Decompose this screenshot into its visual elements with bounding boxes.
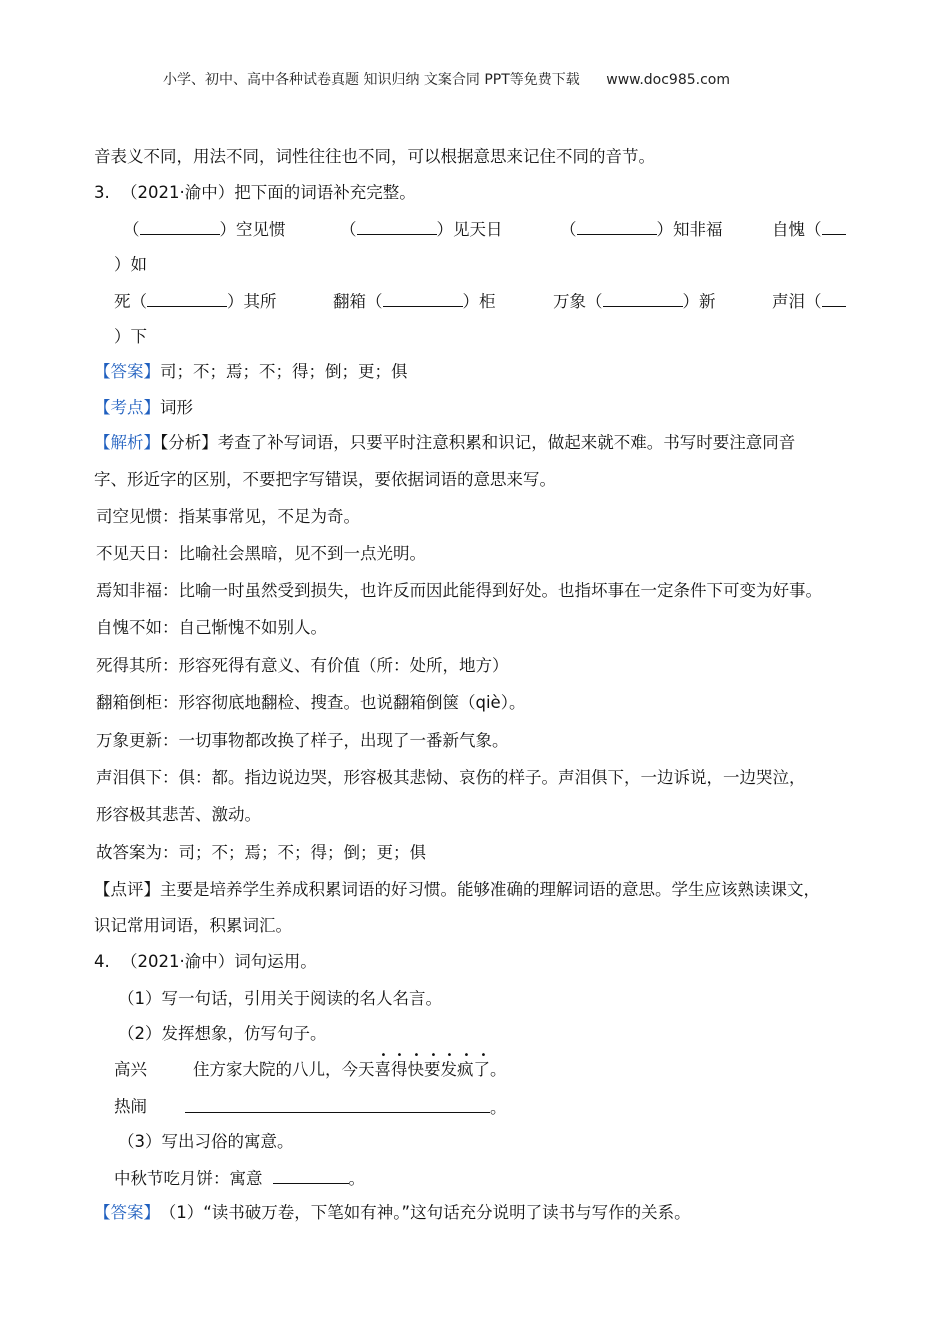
q4-fill-word: 热闹 [114, 1097, 147, 1116]
explanation-line: 焉知非福：比喻一时虽然受到损失，也许反而因此能得到好处。也指坏事在一定条件下可变为好事。 [96, 581, 822, 600]
intro-line: 音表义不同，用法不同，词性往往也不同，可以根据意思来记住不同的音节。 [94, 147, 655, 166]
explanation-line: 万象更新：一切事物都改换了样子，出现了一番新气象。 [96, 731, 509, 750]
q4-sub3: （3）写出习俗的寓意。 [118, 1132, 294, 1151]
q4-custom: 中秋节吃月饼：寓意 。 [114, 1169, 365, 1188]
q3-number: 3. [94, 183, 110, 202]
q3-conclusion: 故答案为：司；不；焉；不；得；倒；更；俱 [96, 843, 426, 862]
q3-row1-item4: 自愧（ [772, 219, 846, 240]
q4-fill-line: 。 [185, 1097, 507, 1118]
q3-analysis-line2: 字、形近字的区别，不要把字写错误，要依据词语的意思来写。 [94, 470, 556, 489]
answer-blank[interactable] [383, 291, 463, 307]
q3-row1-item1: （ ）空见惯 [123, 220, 286, 239]
page-header [163, 70, 730, 90]
q4-example-sentence: 住方家大院的八儿，今天 • • • • • • • 喜得快要发疯了。 [193, 1050, 507, 1079]
header-text: 小学、初中、高中各种试卷真题 知识归纳 文案合同 PPT等免费下载 [163, 72, 580, 88]
answer-blank[interactable] [577, 219, 657, 235]
q3-title [94, 183, 416, 203]
q4-number: 4. [94, 952, 110, 971]
q3-row2-item1: 死（ ）其所 [114, 292, 277, 311]
answer-text: （1）“读书破万卷，下笔如有神。”这句话充分说明了读书与写作的关系。 [168, 1203, 691, 1222]
q3-point [94, 398, 193, 418]
q3-source: （2021·渝中） [121, 183, 235, 202]
q3-row1-item3: （ ）知非福 [560, 220, 723, 239]
explanation-line: 翻箱倒柜：形容彻底地翻检、搜查。也说翻箱倒箧（qiè）。 [96, 693, 526, 712]
q3-analysis-line1 [94, 433, 795, 453]
q4-source: （2021·渝中） [121, 952, 235, 971]
answer-blank[interactable] [185, 1097, 490, 1113]
q3-comment-line2: 识记常用词语，积累词汇。 [94, 916, 292, 935]
analysis-tag: 【解析】 [94, 433, 160, 452]
q4-answer [94, 1203, 691, 1223]
answer-blank[interactable] [822, 291, 846, 307]
explanation-line: 不见天日：比喻社会黑暗，见不到一点光明。 [96, 544, 426, 563]
answer-blank[interactable] [147, 291, 227, 307]
answer-blank[interactable] [273, 1168, 349, 1184]
q4-prompt: 词句运用。 [234, 952, 317, 971]
explanation-line: 形容极其悲苦、激动。 [96, 805, 261, 824]
header-url[interactable]: www.doc985.com [606, 72, 730, 88]
analysis-text: 【分析】考查了补写词语，只要平时注意积累和识记，做起来就不难。书写时要注意同音 [160, 433, 796, 452]
q4-title [94, 952, 317, 972]
q4-sub1: （1）写一句话，引用关于阅读的名人名言。 [118, 989, 442, 1008]
q3-prompt: 把下面的词语补充完整。 [234, 183, 416, 202]
point-tag: 【考点】 [94, 398, 160, 417]
answer-text: 司；不；焉；不；得；倒；更；俱 [160, 362, 408, 381]
answer-blank[interactable] [140, 219, 220, 235]
explanation-line: 自愧不如：自己惭愧不如别人。 [96, 618, 327, 637]
answer-tag: 【答案】 [94, 362, 160, 381]
explanation-line: 死得其所：形容死得有意义、有价值（所：处所，地方） [96, 656, 509, 675]
q3-answer [94, 362, 408, 382]
q3-row1-item2: （ ）见天日 [340, 220, 503, 239]
q3-row2-item4: 声泪（ [772, 291, 846, 312]
point-text: 词形 [160, 398, 193, 417]
explanation-line: 司空见惯：指某事常见，不足为奇。 [96, 507, 360, 526]
q4-example-word: 高兴 [114, 1060, 147, 1079]
q3-row2-item2: 翻箱（ ）柜 [333, 292, 496, 311]
explanation-line: 声泪俱下：俱：都。指边说边哭，形容极其悲恸、哀伤的样子。声泪俱下，一边诉说，一边哭泣， [96, 768, 806, 787]
q4-sub2: （2）发挥想象，仿写句子。 [118, 1024, 327, 1043]
emphasis-dotted-text: • • • • • • • 喜得快要发疯了 [374, 1050, 490, 1079]
answer-blank[interactable] [822, 219, 846, 235]
answer-blank[interactable] [357, 219, 437, 235]
q3-row1-wrap: ）如 [114, 255, 147, 274]
q3-row2-wrap: ）下 [114, 327, 147, 346]
q3-row2-item3: 万象（ ）新 [553, 292, 716, 311]
answer-blank[interactable] [603, 291, 683, 307]
answer-tag: 【答案】 [94, 1203, 160, 1222]
q3-comment-line1: 【点评】主要是培养学生养成积累词语的好习惯。能够准确的理解词语的意思。学生应该熟读课文， [94, 880, 820, 899]
